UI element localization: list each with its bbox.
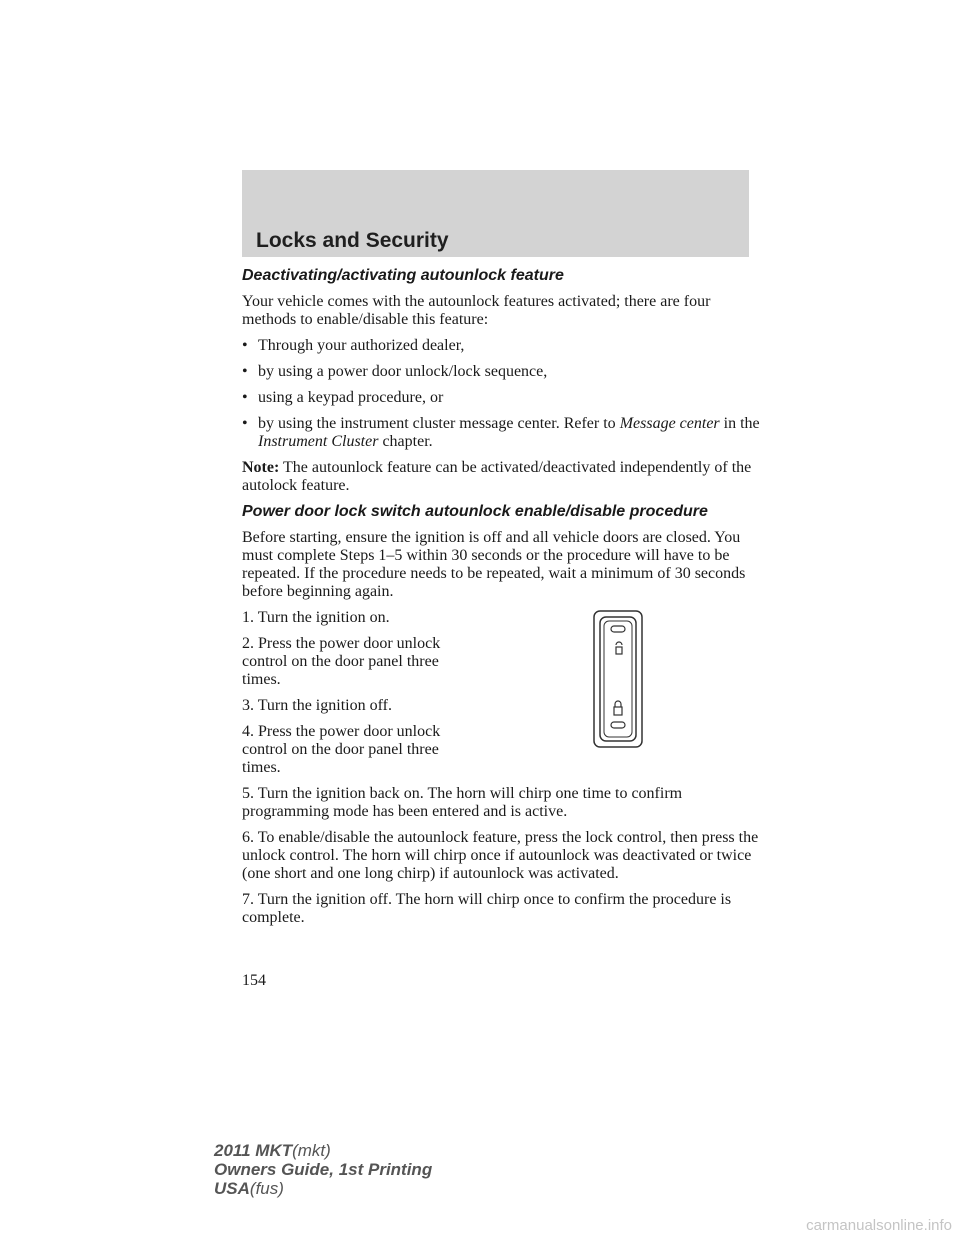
step-item: 1. Turn the ignition on.	[242, 609, 390, 626]
list-item	[242, 415, 762, 451]
list-item	[242, 337, 762, 355]
cross-reference-message-center: Message center	[619, 415, 720, 432]
list-item-text: in the	[719, 415, 760, 432]
step-item: 4. Press the power door unlock control on the door panel three times.	[242, 723, 441, 776]
step-item: 6. To enable/disable the autounlock feature, press the lock control, then press the unlock control. The horn will chirp once if autounlock was deactivated or twice (one short and one long chirp) if autounlock was activated.	[242, 829, 759, 882]
footer-model: 2011 MKT	[214, 1141, 293, 1160]
page-content	[242, 267, 762, 935]
list-item-text: by using a power door unlock/lock sequence,	[258, 363, 548, 380]
list-item-text: using a keypad procedure, or	[258, 389, 444, 406]
footer-market-code: (fus)	[249, 1179, 284, 1198]
steps-with-figure	[242, 609, 762, 777]
note-text: The autounlock feature can be activated/deactivated independently of the autolock feature.	[242, 459, 752, 494]
footer-line	[214, 1160, 432, 1179]
step-item: 5. Turn the ignition back on. The horn will chirp one time to confirm programming mode has been entered and is active.	[242, 785, 683, 820]
list-item	[242, 389, 762, 407]
bullet-symbol: •	[242, 337, 248, 354]
heading-deactivating-autounlock: Deactivating/activating autounlock feature	[242, 267, 564, 284]
procedure-intro: Before starting, ensure the ignition is off and all vehicle doors are closed. You must complete Steps 1–5 within 30 seconds or the procedure will have to be repeated. If the procedure needs to be repeated, wait a minimum of 30 seconds before beginning again.	[242, 529, 746, 600]
footer-line	[214, 1141, 432, 1160]
list-item-text: Through your authorized dealer,	[258, 337, 465, 354]
intro-paragraph: Your vehicle comes with the autounlock features activated; there are four methods to enable/disable this feature:	[242, 293, 711, 328]
footer-edition: Owners Guide, 1st Printing	[214, 1160, 433, 1179]
power-door-lock-switch-icon	[592, 609, 644, 749]
bullet-symbol: •	[242, 389, 248, 406]
note-paragraph	[242, 459, 762, 495]
section-header-band	[242, 170, 749, 257]
steps-list-short	[242, 609, 472, 777]
methods-list	[242, 337, 762, 451]
watermark: carmanualsonline.info	[806, 1217, 952, 1234]
bullet-symbol: •	[242, 363, 248, 380]
footer-model-code: (mkt)	[292, 1141, 331, 1160]
list-item-text: chapter.	[378, 433, 433, 450]
list-item-text: by using the instrument cluster message center. Refer to	[258, 415, 620, 432]
note-label: Note:	[242, 459, 280, 476]
page-number: 154	[242, 972, 266, 989]
step-item: 2. Press the power door unlock control on the door panel three times.	[242, 635, 441, 688]
footer-market: USA	[214, 1179, 250, 1198]
bullet-symbol: •	[242, 415, 248, 432]
step-item: 3. Turn the ignition off.	[242, 697, 392, 714]
footer-line	[214, 1179, 432, 1198]
step-item: 7. Turn the ignition off. The horn will chirp once to confirm the procedure is complete.	[242, 891, 732, 926]
heading-power-door-lock-procedure: Power door lock switch autounlock enable/disable procedure	[242, 503, 708, 520]
cross-reference-instrument-cluster: Instrument Cluster	[258, 433, 379, 450]
print-footer	[214, 1141, 432, 1198]
section-title: Locks and Security	[256, 229, 449, 252]
list-item	[242, 363, 762, 381]
